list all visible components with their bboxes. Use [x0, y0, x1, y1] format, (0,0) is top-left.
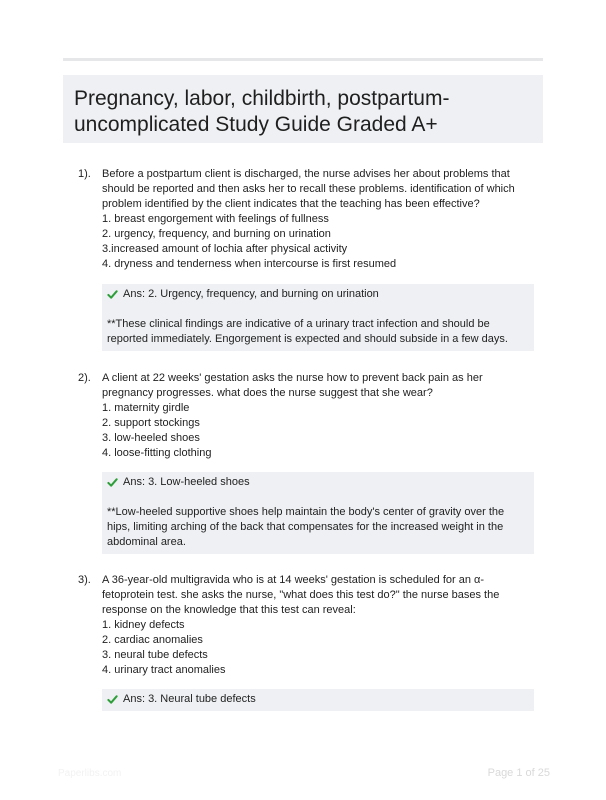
- option-item: 4. dryness and tenderness when intercourse is first resumed: [102, 258, 397, 270]
- answer-panel: [102, 284, 534, 351]
- question-text: A 36-year-old multigravida who is at 14 weeks' gestation is scheduled for an α-fetoprotein test. she asks the nurse, "what does this test do?" the nurse bases the response on the knowledge that this test can reveal:: [102, 574, 500, 616]
- rationale-text: **These clinical findings are indicative of a urinary tract infection and should be reported immediately. Engorgement is expected and should subside in a few days.: [107, 318, 508, 345]
- checkmark-icon: [107, 477, 118, 488]
- option-item: 4. loose-fitting clothing: [102, 447, 212, 459]
- document-title: Pregnancy, labor, childbirth, postpartum-uncomplicated Study Guide Graded A+: [74, 87, 450, 136]
- option-item: 1. kidney defects: [102, 619, 185, 631]
- option-item: 2. urgency, frequency, and burning on urination: [102, 228, 331, 240]
- option-item: 1. breast engorgement with feelings of fullness: [102, 213, 329, 225]
- answer-text: Ans: 3. Low-heeled shoes: [123, 476, 250, 488]
- question-text: Before a postpartum client is discharged, the nurse advises her about problems that should be reported and then asks her to recall these problems. identification of which problem identified by the client indicates that the teaching has been effective?: [102, 168, 515, 210]
- footer-watermark: Paperlibs.com: [58, 768, 122, 779]
- question-body: [102, 167, 535, 272]
- rationale-text: **Low-heeled supportive shoes help maintain the body's center of gravity over the hips, limiting arching of the back that compensates for the increased weight in the abdominal area.: [107, 506, 505, 548]
- answer-line: [107, 475, 526, 490]
- title-panel: [63, 75, 543, 143]
- answer-panel: [102, 472, 534, 554]
- question-text: A client at 22 weeks' gestation asks the nurse how to prevent back pain as her pregnancy progresses. what does the nurse suggest that she wear?: [102, 372, 483, 399]
- question-number: 1).: [78, 168, 91, 180]
- option-item: 4. urinary tract anomalies: [102, 664, 226, 676]
- page-number: Page 1 of 25: [487, 767, 550, 779]
- answer-line: [107, 287, 526, 302]
- answer-text: Ans: 2. Urgency, frequency, and burning on urination: [123, 288, 379, 300]
- option-item: 1. maternity girdle: [102, 402, 190, 414]
- answer-text: Ans: 3. Neural tube defects: [123, 693, 256, 705]
- question-number: 3).: [78, 574, 91, 586]
- question-number: 2).: [78, 372, 91, 384]
- option-item: 3. neural tube defects: [102, 649, 208, 661]
- checkmark-icon: [107, 694, 118, 705]
- question-body: [102, 371, 535, 461]
- answer-line: [107, 692, 526, 707]
- checkmark-icon: [107, 289, 118, 300]
- option-item: 3.increased amount of lochia after physical activity: [102, 243, 348, 255]
- answer-panel: [102, 689, 534, 711]
- question-body: [102, 573, 535, 678]
- option-item: 2. support stockings: [102, 417, 200, 429]
- option-item: 2. cardiac anomalies: [102, 634, 203, 646]
- option-item: 3. low-heeled shoes: [102, 432, 200, 444]
- top-divider: [63, 58, 543, 61]
